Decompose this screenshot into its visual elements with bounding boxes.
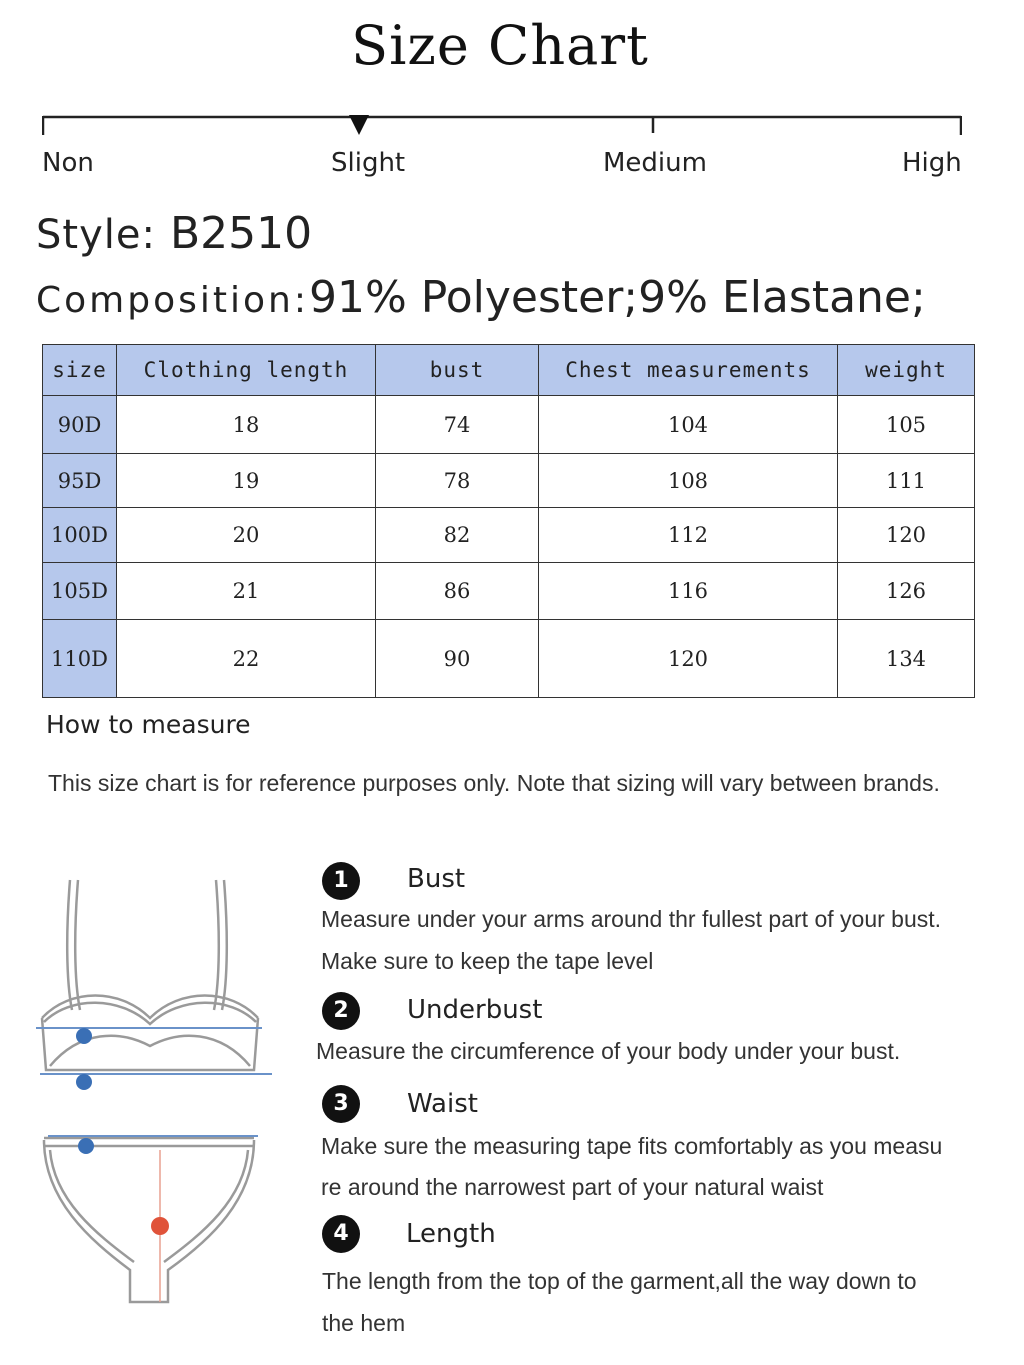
col-header-clothing-length: Clothing length bbox=[117, 345, 376, 396]
cell-chest: 116 bbox=[539, 563, 838, 620]
bikini-measurement-diagram-icon bbox=[30, 870, 290, 1310]
marker-1-icon bbox=[76, 1028, 92, 1044]
step-2-title: Underbust bbox=[407, 995, 543, 1025]
cell-clothing-length: 22 bbox=[117, 620, 376, 698]
cell-bust: 74 bbox=[376, 396, 539, 454]
cell-clothing-length: 20 bbox=[117, 508, 376, 563]
table-row bbox=[43, 563, 975, 620]
marker-2-icon bbox=[76, 1074, 92, 1090]
cell-size: 100D bbox=[43, 508, 117, 563]
cell-bust: 78 bbox=[376, 454, 539, 508]
step-3-number-icon: 3 bbox=[322, 1085, 360, 1123]
table-row bbox=[43, 396, 975, 454]
stretch-label-medium: Medium bbox=[603, 148, 707, 178]
step-2-number-icon: 2 bbox=[322, 992, 360, 1030]
stretch-label-non: Non bbox=[42, 148, 94, 178]
cell-weight: 111 bbox=[838, 454, 975, 508]
cell-chest: 112 bbox=[539, 508, 838, 563]
col-header-size: size bbox=[43, 345, 117, 396]
cell-clothing-length: 19 bbox=[117, 454, 376, 508]
composition-line bbox=[36, 272, 926, 323]
cell-chest: 120 bbox=[539, 620, 838, 698]
table-row bbox=[43, 508, 975, 563]
cell-size: 95D bbox=[43, 454, 117, 508]
step-3-line-2: re around the narrowest part of your natural waist bbox=[321, 1174, 824, 1200]
cell-weight: 134 bbox=[838, 620, 975, 698]
style-label: Style: bbox=[36, 212, 156, 258]
cell-weight: 126 bbox=[838, 563, 975, 620]
marker-3-icon bbox=[78, 1138, 94, 1154]
step-1-line-1: Measure under your arms around thr fullest part of your bust. bbox=[321, 906, 942, 932]
cell-chest: 108 bbox=[539, 454, 838, 508]
step-4-line-2: the hem bbox=[322, 1310, 406, 1336]
table-row bbox=[43, 454, 975, 508]
composition-label: Composition: bbox=[36, 280, 309, 321]
stretch-label-high: High bbox=[902, 148, 962, 178]
page-title: Size Chart bbox=[351, 14, 649, 77]
how-to-measure-heading: How to measure bbox=[46, 710, 251, 739]
cell-size: 90D bbox=[43, 396, 117, 454]
col-header-bust: bust bbox=[376, 345, 539, 396]
cell-bust: 86 bbox=[376, 563, 539, 620]
stretch-scale bbox=[42, 115, 962, 135]
cell-bust: 90 bbox=[376, 620, 539, 698]
step-1-number-icon: 1 bbox=[322, 862, 360, 900]
step-2-line-1: Measure the circumference of your body under your bust. bbox=[316, 1038, 901, 1064]
table-row bbox=[43, 620, 975, 698]
size-table bbox=[42, 344, 975, 698]
cell-weight: 120 bbox=[838, 508, 975, 563]
cell-chest: 104 bbox=[539, 396, 838, 454]
step-1-title: Bust bbox=[407, 864, 466, 894]
cell-clothing-length: 18 bbox=[117, 396, 376, 454]
step-4-title: Length bbox=[406, 1219, 496, 1249]
col-header-chest: Chest measurements bbox=[539, 345, 838, 396]
cell-size: 110D bbox=[43, 620, 117, 698]
style-value: B2510 bbox=[169, 208, 313, 259]
stretch-label-slight: Slight bbox=[331, 148, 406, 178]
disclaimer-text: This size chart is for reference purposes only. Note that sizing will vary between brands. bbox=[48, 770, 940, 796]
cell-weight: 105 bbox=[838, 396, 975, 454]
step-3-title: Waist bbox=[407, 1089, 478, 1119]
stretch-indicator-arrow-icon bbox=[349, 115, 369, 135]
composition-value: 91% Polyester;9% Elastane; bbox=[308, 272, 926, 323]
style-line bbox=[36, 208, 312, 259]
table-header-row bbox=[43, 345, 975, 396]
step-1-line-2: Make sure to keep the tape level bbox=[321, 948, 654, 974]
step-4-number-icon: 4 bbox=[322, 1215, 360, 1253]
step-3-line-1: Make sure the measuring tape fits comfortably as you measu bbox=[321, 1133, 943, 1159]
marker-4-icon bbox=[151, 1217, 169, 1235]
col-header-weight: weight bbox=[838, 345, 975, 396]
cell-bust: 82 bbox=[376, 508, 539, 563]
cell-size: 105D bbox=[43, 563, 117, 620]
cell-clothing-length: 21 bbox=[117, 563, 376, 620]
step-4-line-1: The length from the top of the garment,all the way down to bbox=[322, 1268, 917, 1294]
